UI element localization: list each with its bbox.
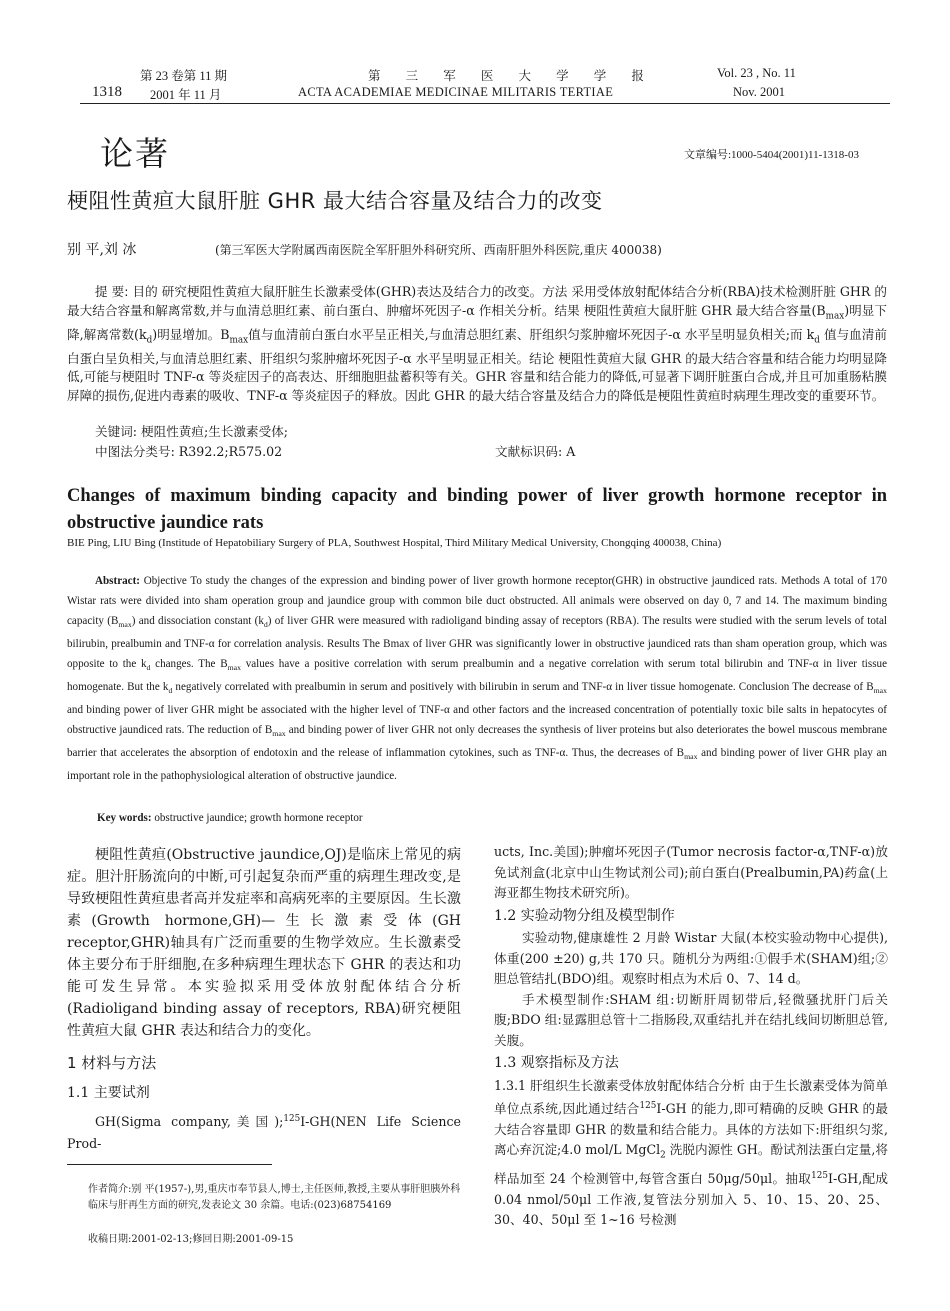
heading-observation: 1.3 观察指标及方法 xyxy=(494,1055,619,1071)
volume-cn: 第 23 卷第 11 期 xyxy=(140,69,228,83)
keywords-cn: 关键词: 梗阻性黄疸;生长激素受体; xyxy=(95,424,289,439)
reagents-paragraph: GH(Sigma company,美国);$^{125}$I-GH(NEN Life Science Prod- xyxy=(67,1114,461,1152)
date-en: Nov. 2001 xyxy=(733,85,785,99)
reagents-continued: ucts, Inc.美国);肿瘤坏死因子(Tumor necrosis factor-α,TNF-α)放免试剂盒(北京中山生物试剂公司);前白蛋白(Prealbumin,PA)药盒(上海亚都生物技术研究所)。 xyxy=(494,844,888,900)
author-bio-footnote: 作者简介:别 平(1957-),男,重庆市奉节县人,博士,主任医师,教授,主要从事肝胆胰外科临床与肝再生方面的研究,发表论文 30 余篇。电话:(023)68754169 xyxy=(88,1184,461,1211)
surgery-paragraph: 手术模型制作:SHAM 组:切断肝周韧带后,轻微骚扰肝门后关腹;BDO 组:显露胆总管十二指肠段,双重结扎并在结扎线间切断胆总管,关腹。 xyxy=(494,991,888,1048)
journal-name-en: ACTA ACADEMIAE MEDICINAE MILITARIS TERTIAE xyxy=(298,85,614,99)
authors-en: BIE Ping, LIU Bing (Institude of Hepatobiliary Surgery of PLA, Southwest Hospital, Third Military Medical University, Chongqing 400038, China) xyxy=(67,537,722,549)
abstract-cn: 提 要: 目的 研究梗阻性黄疸大鼠肝脏生长激素受体(GHR)表达及结合力的改变。方法 采用受体放射配体结合分析(RBA)技术检测肝脏 GHR 的最大结合容量和解离常数,并与血清总胆红素、前白蛋白、肿瘤坏死因子-α 作相关分析。结果 梗阻性黄疸大鼠肝脏 GHR 最大结合容量$(B_{max})$明显下降,解离常数$(k_d)$明显增加。$B_{max}$值与血清前白蛋白水平呈正相关,与血清总胆红素、肝组织匀浆肿瘤坏死因子-α 水平呈明显负相关;而 $k_d$ 值与血清前白蛋白呈负相关,与血清总胆红素、肝组织匀浆肿瘤坏死因子-α 水平呈明显正相关。结论 梗阻性黄疸大鼠 GHR 的最大结合容量和结合能力均明显降低,可能与梗阻时 TNF-α 等炎症因子的高表达、肝细胞胆盐蓄积等有关。GHR 容量和结合能力的降低,可显著下调肝脏蛋白合成,并且可加重肠粘膜屏障的损伤,促进内毒素的吸收、TNF-α 等炎症因子的释放。因此 GHR 的最大结合容量及结合力的降低是梗阻性黄疸时病理生理改变的重要环节。 xyxy=(67,284,888,403)
abstract-cn-text: 目的 研究梗阻性黄疸大鼠肝脏生长激素受体(GHR)表达及结合力的改变。方法 采用受体放射配体结合分析(RBA)技术检测肝脏 GHR 的最大结合容量和解离常数,并与血清总胆红素、前白蛋白、肿瘤坏死因子-α 作相关分析。结果 梗阻性黄疸大鼠肝脏 GHR 最大结合容量( xyxy=(67,284,887,318)
article-number: 文章编号:1000-5404(2001)11-1318-03 xyxy=(684,149,859,161)
classification-cn: 中图法分类号: R392.2;R575.02 xyxy=(95,444,283,459)
footnote-rule xyxy=(67,1164,272,1165)
section-heading: 论著 xyxy=(100,134,170,173)
body-right-column xyxy=(494,842,888,1231)
authors-cn: 别 平,刘 冰 xyxy=(67,242,137,258)
article-title-en: Changes of maximum binding capacity and binding power of liver growth hormone receptor in obstructive jaundice rats xyxy=(67,486,887,533)
affiliation-cn: (第三军医大学附属西南医院全军肝胆外科研究所、西南肝胆外科医院,重庆 400038) xyxy=(215,243,662,257)
body-left-column xyxy=(67,844,461,1155)
page-number: 1318 xyxy=(92,84,122,100)
rba-paragraph: 1.3.1 肝组织生长激素受体放射配体结合分析 由于生长激素受体为简单单位点系统,因此通过结合$^{125}$I-GH 的能力,即可精确的反映 GHR 的最大结合容量即 GHR 的数量和结合能力。具体的方法如下:肝组织匀浆,离心弃沉淀;4.0 mol/L MgCl$_2$ 洗脱内源性 GH。酚试剂法蛋白定量,将样品加至 24 个检测管中,每管含蛋白 50μg/50μl。抽取$^{125}$I-GH,配成 0.04 nmol/50μl 工作液,复管法分别加入 5、10、15、20、25、30、40、50μl 至 1~16 号检测 xyxy=(494,1077,889,1228)
date-cn: 2001 年 11 月 xyxy=(150,88,222,102)
journal-name-cn: 第 三 军 医 大 学 学 报 xyxy=(368,69,655,83)
animals-paragraph: 实验动物,健康雄性 2 月龄 Wistar 大鼠(本校实验动物中心提供),体重(200 ±20) g,共 170 只。随机分为两组:①假手术(SHAM)组;②胆总管结扎(BDO)组。观察时相点为术后 0、7、14 d。 xyxy=(494,930,888,986)
article-title-cn: 梗阻性黄疸大鼠肝脏 GHR 最大结合容量及结合力的改变 xyxy=(67,189,603,213)
abstract-cn-label: 提 要: xyxy=(95,284,129,299)
heading-animals: 1.2 实验动物分组及模型制作 xyxy=(494,907,675,924)
header-rule xyxy=(80,103,890,104)
document-code-cn: 文献标识码: A xyxy=(495,444,576,459)
abstract-en-label: Abstract: xyxy=(95,575,140,587)
received-date-footnote: 收稿日期:2001-02-13;修回日期:2001-09-15 xyxy=(88,1234,294,1245)
abstract-en: Abstract: Objective To study the changes of the expression and binding power of liver growth hormone receptor(GHR) in obstructive jaundiced rats. Methods A total of 170 Wistar rats were divided into sham operation group and jaundice group with common bile duct obstructed. All animals were observed on day 0, 7 and 14. The maximum binding capacity $(B_{max})$ and dissociation constant $(k_d)$ of liver GHR were measured with radioligand binding assay of receptors (RBA). The results were studied with the serum levels of total bilirubin, prealbumin and TNF-α for correlation analysis. Results The Bmax of liver GHR was significantly lower in obstructive jaundiced rats than sham operation group, which was opposite to the $k_d$ changes. The $B_{max}$ values have a positive correlation with serum prealbumin and a negative correlation with serum total bilirubin and TNF-α in liver tissue homogenate. But the $k_d$ negatively correlated with prealbumin in serum and positively with bilirubin in serum and TNF-α in liver tissue homogenate. Conclusion The decrease of $B_{max}$ and binding power of liver GHR might be associated with the higher level of TNF-α and other factors and the increased concentration of potentially toxic bile salts in hepatocytes of obstructive jaundiced rats. The reduction of $B_{max}$ and binding power of liver GHR not only decreases the synthesis of liver proteins but also deteriorates the bowel muscous membrane barrier that accelerates the absorption of endotoxin and the release of inflammation cytokines, such as TNF-α. Thus, the decreases of $B_{max}$ and binding power of liver GHR play an important role in the pathophysiological alteration of obstructive jaundice. xyxy=(67,575,887,783)
heading-methods: 1 材料与方法 xyxy=(67,1054,157,1072)
volume-en: Vol. 23 , No. 11 xyxy=(717,66,796,80)
keywords-en: Key words: obstructive jaundice; growth hormone receptor xyxy=(97,812,363,824)
heading-reagents: 1.1 主要试剂 xyxy=(67,1085,150,1101)
intro-paragraph: 梗阻性黄疸(Obstructive jaundice,OJ)是临床上常见的病症。胆汁肝肠流向的中断,可引起复杂而严重的病理生理改变,是导致梗阻性黄疸患者高并发症率和高病死率的主要原因。生长激素(Growth hormone,GH)—生长激素受体(GH receptor,GHR)轴具有广泛而重要的生物学效应。生长激素受体主要分布于肝细胞,在多种病理生理状态下 GHR 的表达和功能可发生异常。本实验拟采用受体放射配体结合分析(Radioligand binding assay of receptors, RBA)研究梗阻性黄疸大鼠 GHR 表达和结合力的变化。 xyxy=(67,847,461,1039)
